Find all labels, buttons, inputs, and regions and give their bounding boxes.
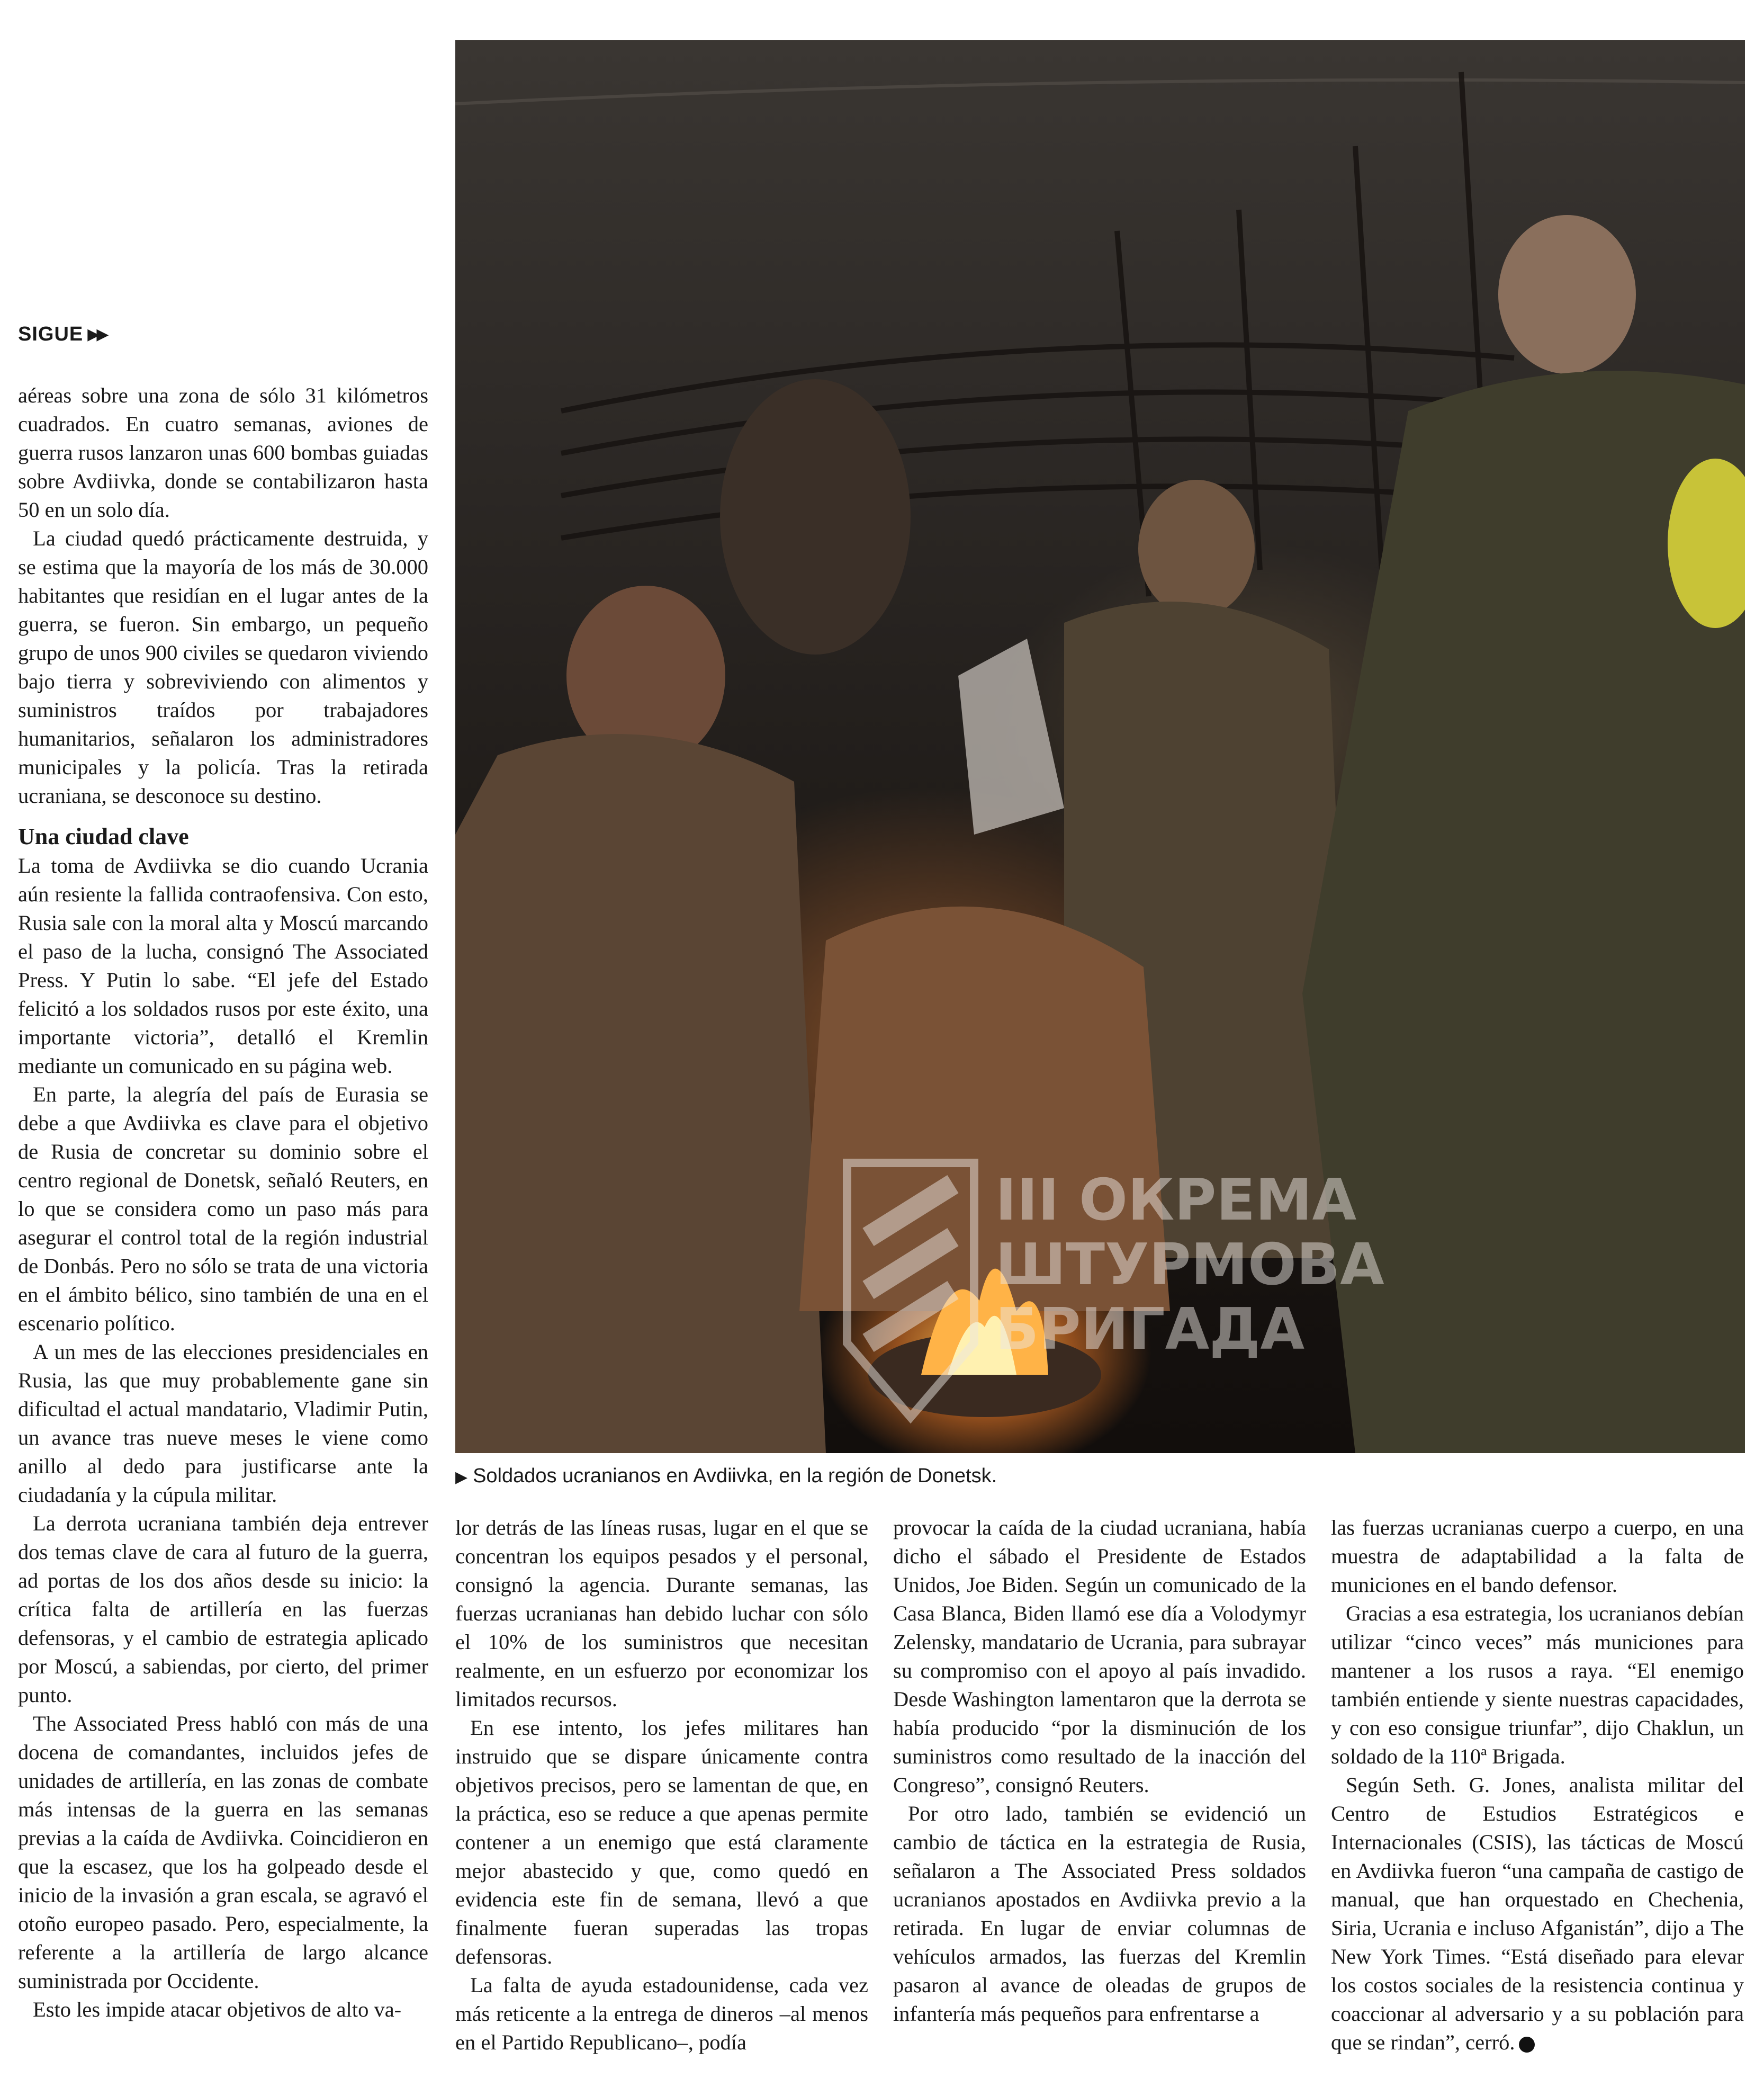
- article-paragraph-text: Según Seth. G. Jones, analista militar del Centro de Estudios Estratégicos e Internacionales (CSIS), las tácticas de Moscú en Avdiivka fueron “una campaña de castigo de manual, que han orquestado en Chechenia, Siria, Ucrania e incluso Afganistán”, dijo a The New York Times. “Está diseñado para elevar los costos sociales de la resistencia continua y coaccionar al adversario y a su población para que se rindan”, cerró.: [1331, 1773, 1744, 2054]
- article-paragraph: las fuerzas ucranianas cuerpo a cuerpo, en una muestra de adaptabilidad a la falta de municiones en el bando defensor.: [1331, 1516, 1744, 1597]
- article-photo: [455, 40, 1745, 1453]
- article-column-3: [893, 1513, 1306, 2028]
- article-paragraph: La toma de Avdiivka se dio cuando Ucrania aún resiente la fallida contraofensiva. Con esto, Rusia sale con la moral alta y Moscú marcando el paso de la lucha, consignó The Associated Press. Y Putin lo sabe. “El jefe del Estado felicitó a los soldados rusos por este éxito, una importante victoria”, detalló el Kremlin mediante un comunicado en su página web.: [18, 854, 428, 1078]
- article-column-2: [455, 1513, 868, 2057]
- article-paragraph: La falta de ayuda estadounidense, cada vez más reticente a la entrega de dineros –al menos en el Partido Republicano–, podía: [455, 1973, 868, 2054]
- article-paragraph-last: [1331, 1771, 1744, 2057]
- photo-caption: [455, 1463, 1745, 1491]
- caption-text: Soldados ucranianos en Avdiivka, en la región de Donetsk.: [473, 1465, 997, 1487]
- caption-triangle-icon: ▶: [455, 1468, 468, 1486]
- article-paragraph: A un mes de las elecciones presidenciales en Rusia, las que muy probablemente gane sin dificultad el actual mandatario, Vladimir Putin, un avance tras nueve meses le viene como anillo al dedo para justificarse ante la ciudadanía y la cúpula militar.: [18, 1340, 428, 1507]
- article-paragraph: La ciudad quedó prácticamente destruida, y se estima que la mayoría de los más de 30.000 habitantes que residían en el lugar antes de la guerra, se fueron. Sin embargo, un pequeño grupo de unos 900 civiles se quedaron viviendo bajo tierra y sobreviviendo con alimentos y suministros traídos por trabajadores humanitarios, señalaron los administradores municipales y la policía. Tras la retirada ucraniana, se desconoce su destino.: [18, 526, 428, 808]
- article-paragraph: En parte, la alegría del país de Eurasia se debe a que Avdiivka es clave para el objetivo de Rusia de concretar su dominio sobre el centro regional de Donetsk, señaló Reuters, en lo que se considera como un paso más para asegurar el control total de la región industrial de Donbás. Pero no sólo se trata de una victoria en el ámbito bélico, sino también de una en el escenario político.: [18, 1082, 428, 1335]
- watermark-line: БРИГАДА: [995, 1296, 1305, 1363]
- brigade-watermark: [836, 1152, 1472, 1428]
- article-paragraph: Gracias a esa estrategia, los ucranianos debían utilizar “cinco veces” más municiones para mantener a los rusos a raya. “El enemigo también entiende y siente nuestras capacidades, y con eso consigue triunfar”, dijo Chaklun, un soldado de la 110ª Brigada.: [1331, 1601, 1744, 1768]
- watermark-line: III ОКРЕМА: [995, 1167, 1357, 1233]
- continue-marker: [18, 323, 105, 346]
- article-paragraph: The Associated Press habló con más de una docena de comandantes, incluidos jefes de unidades de artillería, en las zonas de combate más intensas de la guerra en las semanas previas a la caída de Avdiivka. Coincidieron en que la escasez, que los ha golpeado desde el inicio de la invasión a gran escala, se agravó el otoño europeo pasado. Pero, especialmente, la referente a la artillería de largo alcance suministrada por Occidente.: [18, 1712, 428, 1993]
- article-paragraph: provocar la caída de la ciudad ucraniana, había dicho el sábado el Presidente de Estados Unidos, Joe Biden. Según un comunicado de la Casa Blanca, Biden llamó ese día a Volodymyr Zelensky, mandatario de Ucrania, para subrayar su compromiso con el apoyo al país invadido. Desde Washington lamentaron que la derrota se había producido “por la disminución de los suministros como resultado de la inacción del Congreso”, consignó Reuters.: [893, 1516, 1306, 1797]
- brigade-logo-icon: [836, 1152, 995, 1428]
- article-column-1: [18, 381, 428, 2024]
- article-paragraph: Por otro lado, también se evidenció un cambio de táctica en la estrategia de Rusia, señalaron a The Associated Press soldados ucranianos apostados en Avdiivka previo a la retirada. En lugar de enviar columnas de vehículos armados, las fuerzas del Kremlin pasaron al avance de oleadas de grupos de infantería más pequeños para enfrentarse a: [893, 1802, 1306, 2026]
- continue-label: SIGUE: [18, 323, 84, 345]
- end-of-article-icon: [1519, 2037, 1535, 2053]
- watermark-line: ШТУРМОВА: [995, 1232, 1384, 1298]
- article-paragraph: Esto les impide atacar objetivos de alto va-: [33, 1998, 402, 2021]
- article-paragraph: lor detrás de las líneas rusas, lugar en el que se concentran los equipos pesados y el personal, consignó la agencia. Durante semanas, las fuerzas ucranianas han debido luchar con sólo el 10% de los suministros que necesitan realmente, en un esfuerzo por economizar los limitados recursos.: [455, 1516, 868, 1711]
- article-paragraph: La derrota ucraniana también deja entrever dos temas clave de cara al futuro de la guerra, ad portas de los dos años desde su inicio: la crítica falta de artillería en las fuerzas defensoras, y el cambio de estrategia aplicado por Moscú, a sabiendas, por cierto, del primer punto.: [18, 1511, 428, 1707]
- watermark-text: [995, 1168, 1384, 1362]
- article-paragraph: aéreas sobre una zona de sólo 31 kilómetros cuadrados. En cuatro semanas, aviones de guerra rusos lanzaron unas 600 bombas guiadas sobre Avdiivka, donde se contabilizaron hasta 50 en un solo día.: [18, 383, 428, 522]
- article-subheading: Una ciudad clave: [18, 823, 189, 849]
- article-paragraph: En ese intento, los jefes militares han instruido que se dispare únicamente contra objetivos precisos, pero se lamentan de que, en la práctica, eso se reduce a que apenas permite contener a un enemigo que está claramente mejor abastecido y que, como quedó en evidencia este fin de semana, llevó a que finalmente fueran superadas las tropas defensoras.: [455, 1716, 868, 1968]
- article-column-4: [1331, 1513, 1744, 2057]
- double-arrow-icon: ▶▶: [87, 326, 106, 343]
